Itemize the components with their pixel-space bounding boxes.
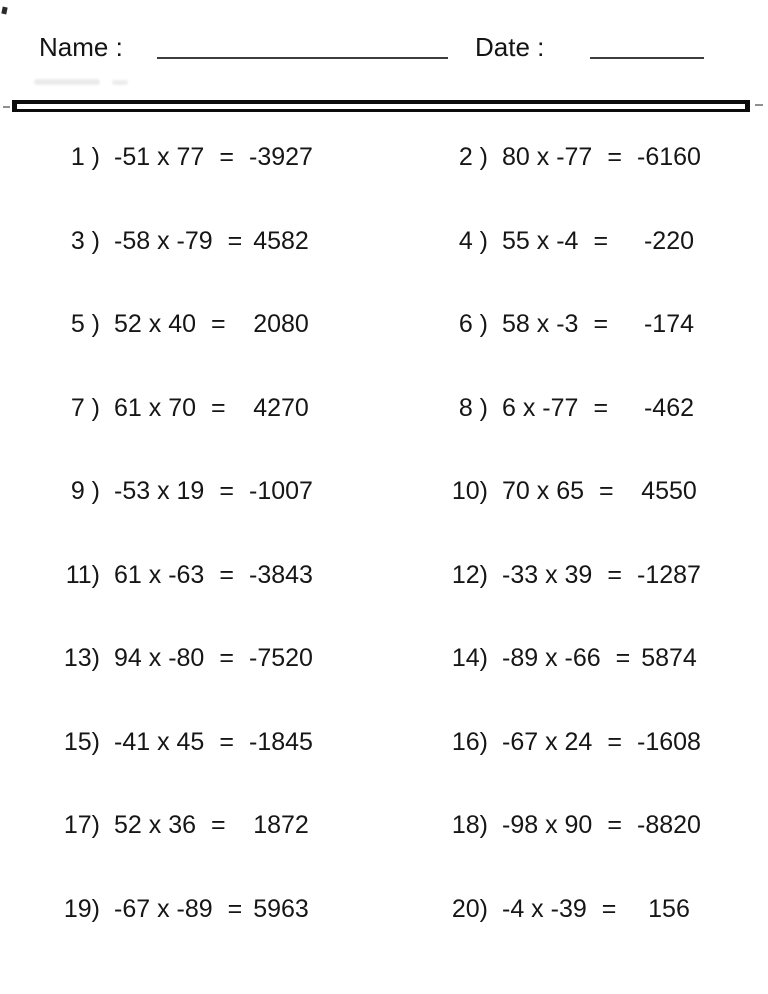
equals-sign: = bbox=[601, 894, 617, 923]
problem-row bbox=[448, 312, 706, 337]
problem-number: 1 ) bbox=[70, 143, 100, 172]
problem-row bbox=[60, 813, 318, 838]
problem-row bbox=[60, 312, 318, 337]
problem-number: 13) bbox=[63, 644, 100, 673]
divider-inner-stripe bbox=[17, 104, 745, 109]
problem-answer: 156 bbox=[648, 894, 690, 923]
problem-expression: -51 x 77 bbox=[114, 143, 205, 172]
problem-answer: -220 bbox=[643, 226, 695, 255]
problem-number: 6 ) bbox=[458, 310, 488, 339]
problem-expression: 58 x -3 bbox=[502, 310, 579, 339]
problem-expression: -67 x -89 bbox=[114, 894, 213, 923]
problem-number: 7 ) bbox=[70, 393, 100, 422]
equals-sign: = bbox=[607, 143, 622, 172]
problem-answer: -3927 bbox=[249, 143, 313, 172]
problem-expression: 55 x -4 bbox=[502, 226, 579, 255]
problem-answer: -3843 bbox=[249, 560, 313, 589]
problem-expression: -98 x 90 bbox=[502, 811, 593, 840]
equals-sign: = bbox=[211, 811, 226, 840]
equals-sign: = bbox=[219, 143, 234, 172]
problem-row bbox=[448, 479, 706, 504]
equals-sign: = bbox=[593, 393, 609, 422]
equals-sign: = bbox=[219, 644, 234, 673]
problem-expression: -41 x 45 bbox=[114, 727, 205, 756]
equals-sign: = bbox=[219, 727, 234, 756]
problem-expression: 52 x 36 bbox=[114, 811, 197, 840]
problem-expression: 70 x 65 bbox=[502, 477, 585, 506]
problem-row bbox=[448, 393, 706, 422]
problem-answer: -1845 bbox=[249, 727, 313, 756]
problem-expression: -89 x -66 bbox=[502, 644, 601, 673]
date-label: Date : bbox=[475, 32, 545, 62]
problem-answer: -1287 bbox=[637, 560, 701, 589]
problem-number: 16) bbox=[451, 727, 488, 756]
problem-number: 9 ) bbox=[70, 477, 100, 506]
problem-expression: -33 x 39 bbox=[502, 560, 593, 589]
equals-sign: = bbox=[607, 811, 622, 840]
problem-row bbox=[448, 226, 706, 255]
problem-number: 3 ) bbox=[70, 226, 100, 255]
problem-number: 15) bbox=[63, 727, 100, 756]
scan-artifact-corner bbox=[1, 7, 7, 15]
equals-sign: = bbox=[211, 310, 226, 339]
problem-row bbox=[60, 145, 318, 170]
problem-expression: 80 x -77 bbox=[502, 143, 593, 172]
date-blank-line bbox=[590, 57, 704, 59]
header-divider-bar bbox=[12, 100, 750, 112]
name-blank-line bbox=[157, 57, 448, 59]
problem-answer: 1872 bbox=[253, 811, 309, 840]
equals-sign: = bbox=[593, 226, 609, 255]
problem-expression: 94 x -80 bbox=[114, 644, 205, 673]
problem-number: 12) bbox=[451, 560, 488, 589]
problem-row bbox=[448, 646, 706, 671]
problem-row bbox=[60, 727, 318, 756]
problem-row bbox=[60, 646, 318, 671]
equals-sign: = bbox=[219, 477, 234, 506]
scan-artifact-left-dash bbox=[3, 106, 10, 108]
problem-expression: -58 x -79 bbox=[114, 226, 213, 255]
equals-sign: = bbox=[599, 477, 614, 506]
problem-row bbox=[60, 479, 318, 504]
equals-sign: = bbox=[607, 727, 622, 756]
problem-expression: 6 x -77 bbox=[502, 393, 579, 422]
problem-answer: 4582 bbox=[253, 226, 309, 255]
problem-answer: -462 bbox=[643, 393, 695, 422]
problem-number: 20) bbox=[451, 894, 488, 923]
problem-row bbox=[448, 894, 706, 923]
problem-row bbox=[448, 727, 706, 756]
problem-row bbox=[448, 560, 706, 589]
equals-sign: = bbox=[227, 894, 243, 923]
problem-answer: 4550 bbox=[641, 477, 697, 506]
problem-answer: 5963 bbox=[253, 894, 309, 923]
problem-row bbox=[60, 393, 318, 422]
equals-sign: = bbox=[219, 560, 234, 589]
equals-sign: = bbox=[607, 560, 622, 589]
scan-artifact-right-dash bbox=[755, 104, 763, 106]
problem-number: 19) bbox=[63, 894, 100, 923]
equals-sign: = bbox=[593, 310, 609, 339]
problem-number: 5 ) bbox=[70, 310, 100, 339]
problem-number: 14) bbox=[451, 644, 488, 673]
problem-answer: 5874 bbox=[641, 644, 697, 673]
problem-number: 4 ) bbox=[458, 226, 488, 255]
problem-number: 18) bbox=[451, 811, 488, 840]
equals-sign: = bbox=[227, 226, 243, 255]
problem-answer: -8820 bbox=[637, 811, 701, 840]
problem-expression: -4 x -39 bbox=[502, 894, 587, 923]
problem-number: 10) bbox=[451, 477, 488, 506]
problem-row bbox=[448, 813, 706, 838]
name-label: Name : bbox=[39, 32, 123, 62]
problem-row bbox=[448, 145, 706, 170]
problem-expression: 52 x 40 bbox=[114, 310, 197, 339]
problem-expression: 61 x 70 bbox=[114, 393, 197, 422]
scan-artifact-smudge-2 bbox=[112, 80, 128, 85]
problem-row bbox=[60, 894, 318, 923]
problem-answer: -1007 bbox=[249, 477, 313, 506]
problem-answer: 4270 bbox=[253, 393, 309, 422]
problem-number: 8 ) bbox=[458, 393, 488, 422]
problem-expression: 61 x -63 bbox=[114, 560, 205, 589]
problem-answer: -174 bbox=[643, 310, 695, 339]
problem-row bbox=[60, 226, 318, 255]
problem-number: 11) bbox=[65, 560, 100, 589]
problem-answer: -6160 bbox=[637, 143, 701, 172]
scan-artifact-smudge bbox=[34, 79, 100, 85]
problem-answer: 2080 bbox=[253, 310, 309, 339]
problem-expression: -53 x 19 bbox=[114, 477, 205, 506]
equals-sign: = bbox=[615, 644, 631, 673]
problem-answer: -1608 bbox=[637, 727, 701, 756]
problem-row bbox=[60, 560, 318, 589]
problem-expression: -67 x 24 bbox=[502, 727, 593, 756]
equals-sign: = bbox=[211, 393, 226, 422]
problems-grid bbox=[60, 116, 706, 951]
problem-answer: -7520 bbox=[249, 644, 313, 673]
problem-number: 2 ) bbox=[458, 143, 488, 172]
problem-number: 17) bbox=[63, 811, 100, 840]
